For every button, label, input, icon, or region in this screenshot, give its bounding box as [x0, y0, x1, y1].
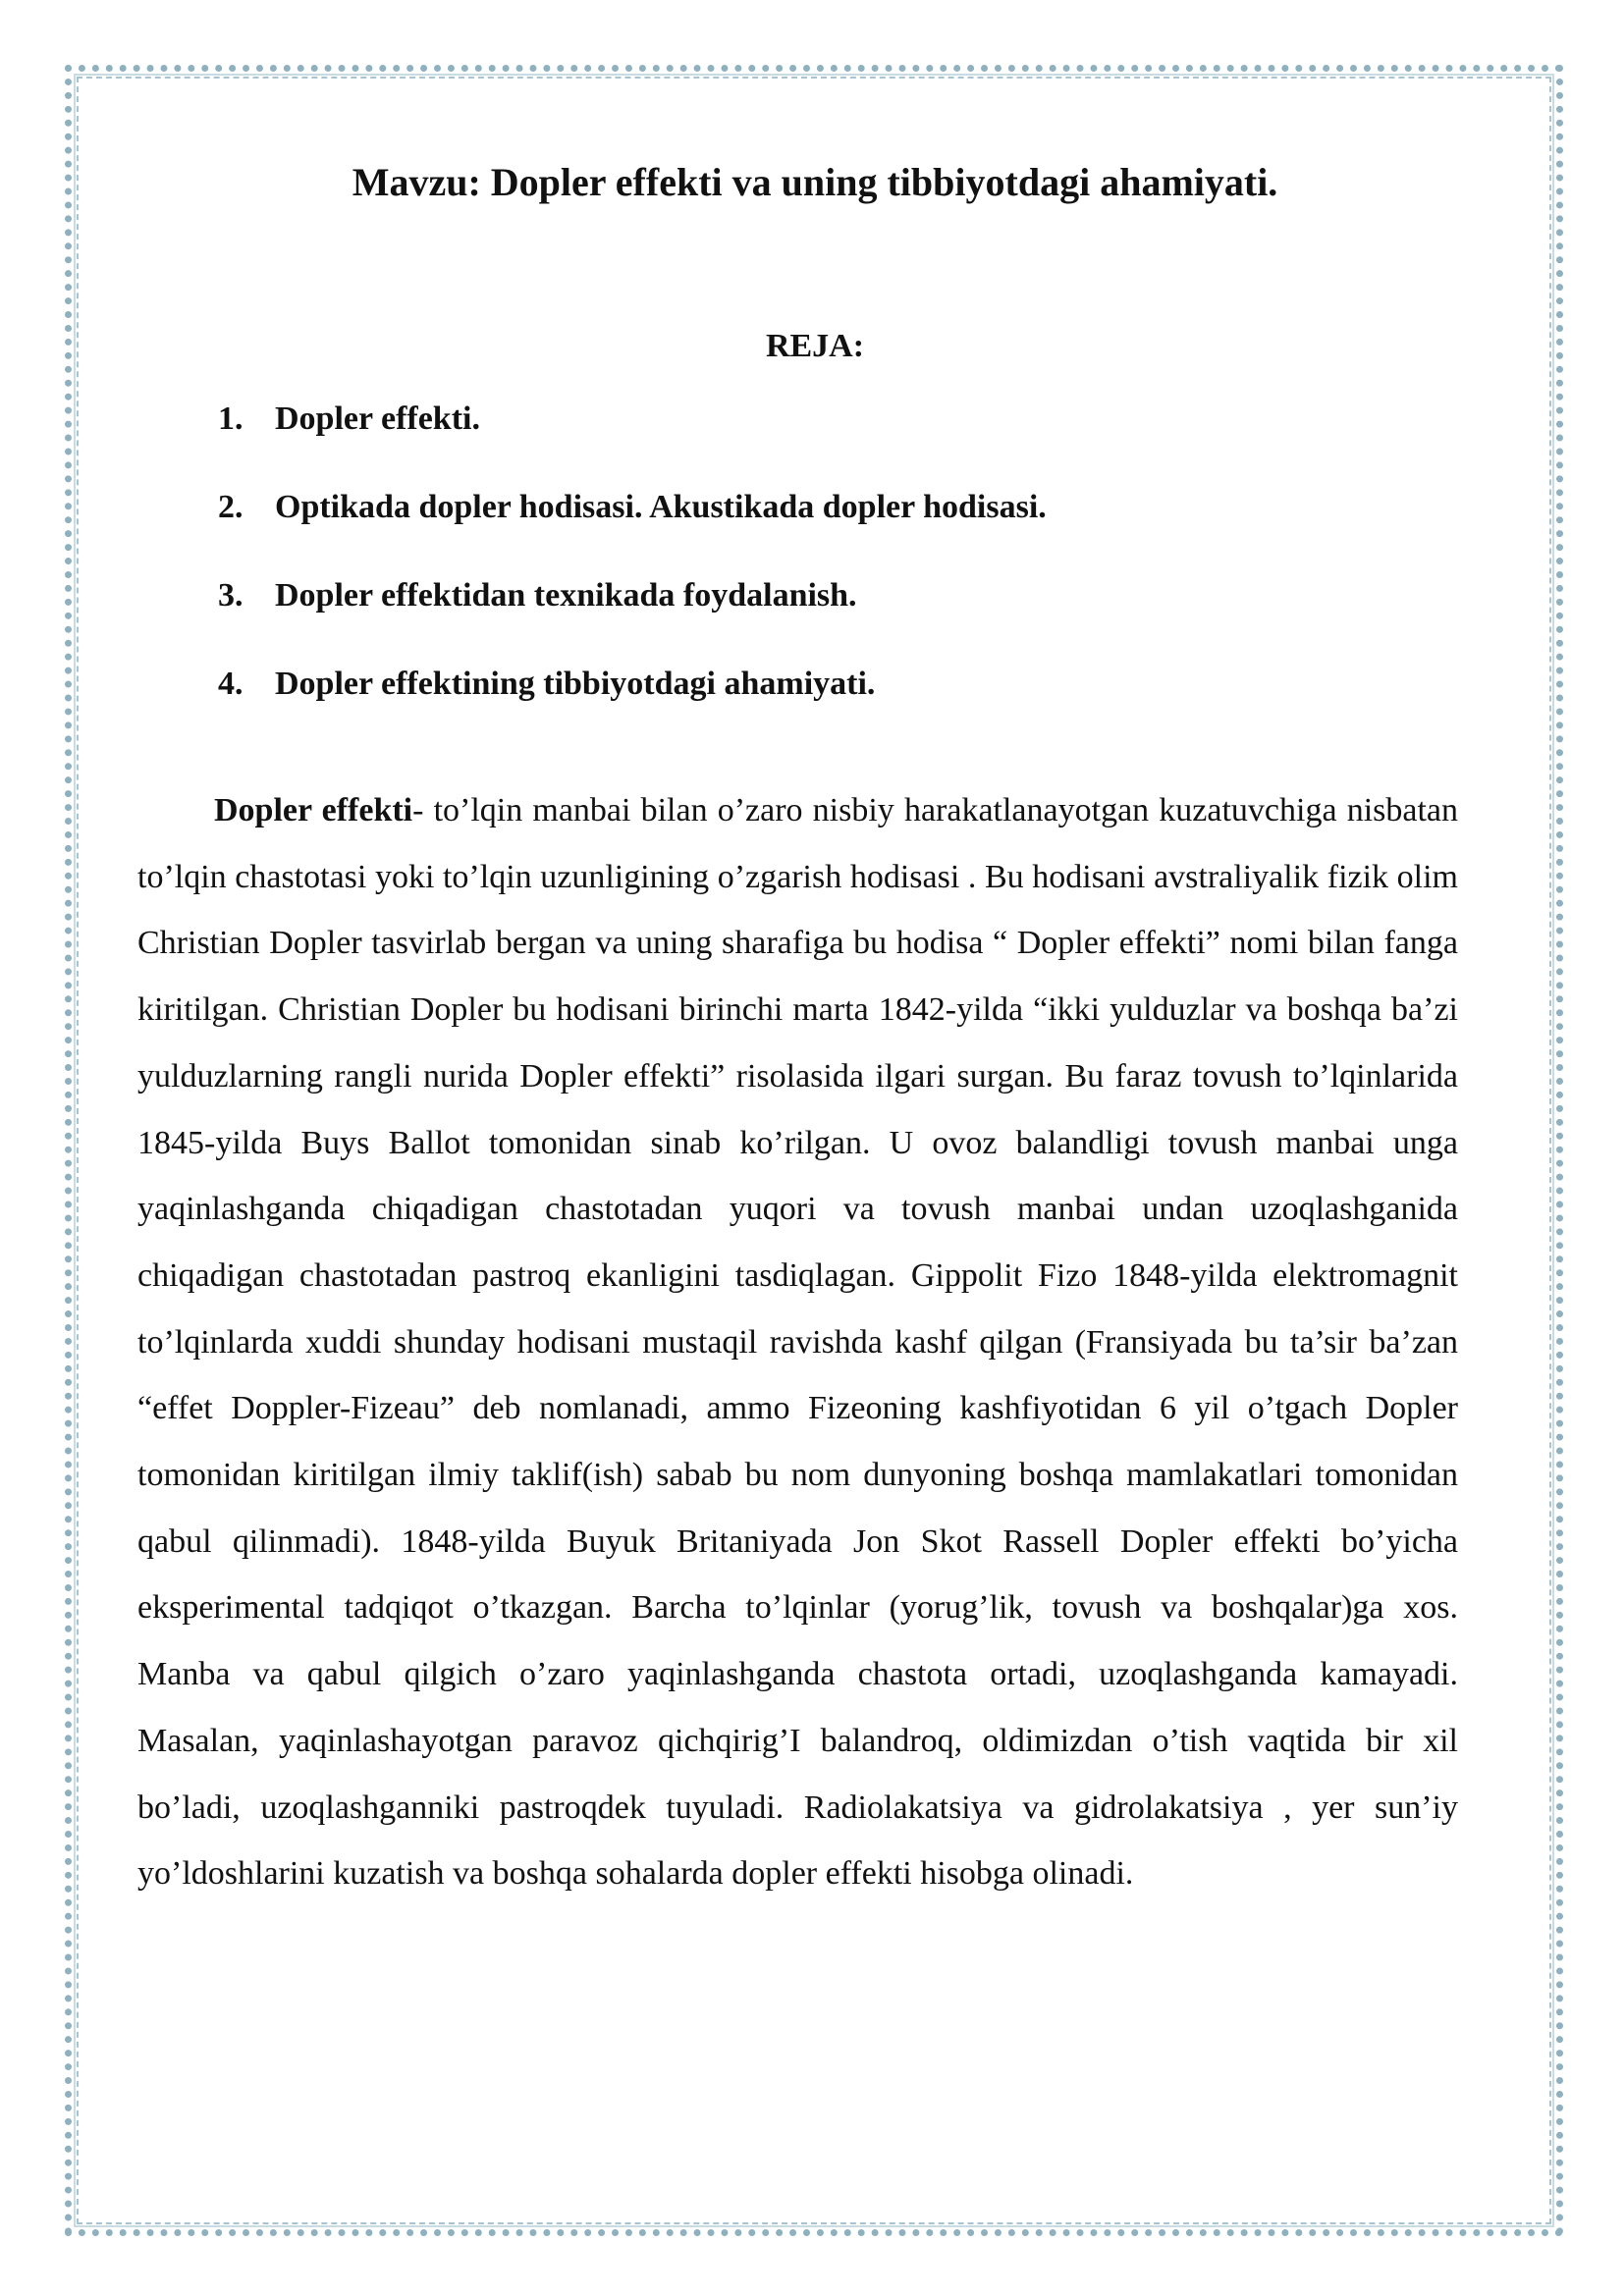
plan-item: [218, 571, 1047, 660]
body-paragraph: [137, 777, 1458, 1907]
plan-item: [218, 395, 1047, 483]
plan-item-text: Dopler effektining tibbiyotdagi ahamiyati.: [275, 666, 876, 702]
plan-item-number: 2.: [218, 489, 244, 525]
plan-list: [218, 395, 1047, 748]
plan-item-text: Optikada dopler hodisasi. Akustikada dopler hodisasi.: [275, 489, 1047, 525]
plan-item-text: Dopler effekti.: [275, 400, 480, 437]
document-title: Mavzu: Dopler effekti va uning tibbiyotdagi ahamiyati.: [352, 160, 1278, 204]
plan-item-number: 4.: [218, 666, 244, 702]
plan-item: [218, 483, 1047, 571]
lead-term: Dopler effekti: [214, 792, 413, 828]
plan-item: [218, 660, 1047, 748]
plan-heading: REJA:: [765, 328, 865, 364]
plan-item-number: 3.: [218, 577, 244, 614]
plan-item-text: Dopler effektidan texnikada foydalanish.: [275, 577, 857, 614]
paragraph-text: - to’lqin manbai bilan o’zaro nisbiy harakatlanayotgan kuzatuvchiga nisbatan to’lqin chastotasi yoki to’lqin uzunligining o’zgarish hodisasi . Bu hodisani avstraliyalik fizik olim Christian Dopler tasvirlab bergan va uning sharafiga bu hodisa “ Dopler effekti” nomi bilan fanga kiritilgan. Christian Dopler bu hodisani birinchi marta 1842-yilda “ikki yulduzlar va boshqa ba’zi yulduzlarning rangli nurida Dopler effekti” risolasida ilgari surgan. Bu faraz tovush to’lqinlarida 1845-yilda Buys Ballot tomonidan sinab ko’rilgan. U ovoz balandligi tovush manbai unga yaqinlashganda chiqadigan chastotadan yuqori va tovush manbai undan uzoqlashganida chiqadigan chastotadan pastroq ekanligini tasdiqlagan. Gippolit Fizo 1848-yilda elektromagnit to’lqinlarda xuddi shunday hodisani mustaqil ravishda kashf qilgan (Fransiyada bu ta’sir ba’zan “effet Doppler-Fizeau” deb nomlanadi, ammo Fizeoning kashfiyotidan 6 yil o’tgach Dopler tomonidan kiritilgan ilmiy taklif(ish) sabab bu nom dunyoning boshqa mamlakatlari tomonidan qabul qilinmadi). 1848-yilda Buyuk Britaniyada Jon Skot Rassell Dopler effekti bo’yicha eksperimental tadqiqot o’tkazgan. Barcha to’lqinlar (yorug’lik, tovush va boshqalar)ga xos. Manba va qabul qilgich o’zaro yaqinlashganda chastota ortadi, uzoqlashganda kamayadi. Masalan, yaqinlashayotgan paravoz qichqirig’I balandroq, oldimizdan o’tish vaqtida bir xil bo’ladi, uzoqlashganniki pastroqdek tuyuladi. Radiolakatsiya va gidrolakatsiya , yer sun’iy yo’ldoshlarini kuzatish va boshqa sohalarda dopler effekti hisobga olinadi.: [137, 792, 1458, 1893]
plan-item-number: 1.: [218, 400, 244, 437]
